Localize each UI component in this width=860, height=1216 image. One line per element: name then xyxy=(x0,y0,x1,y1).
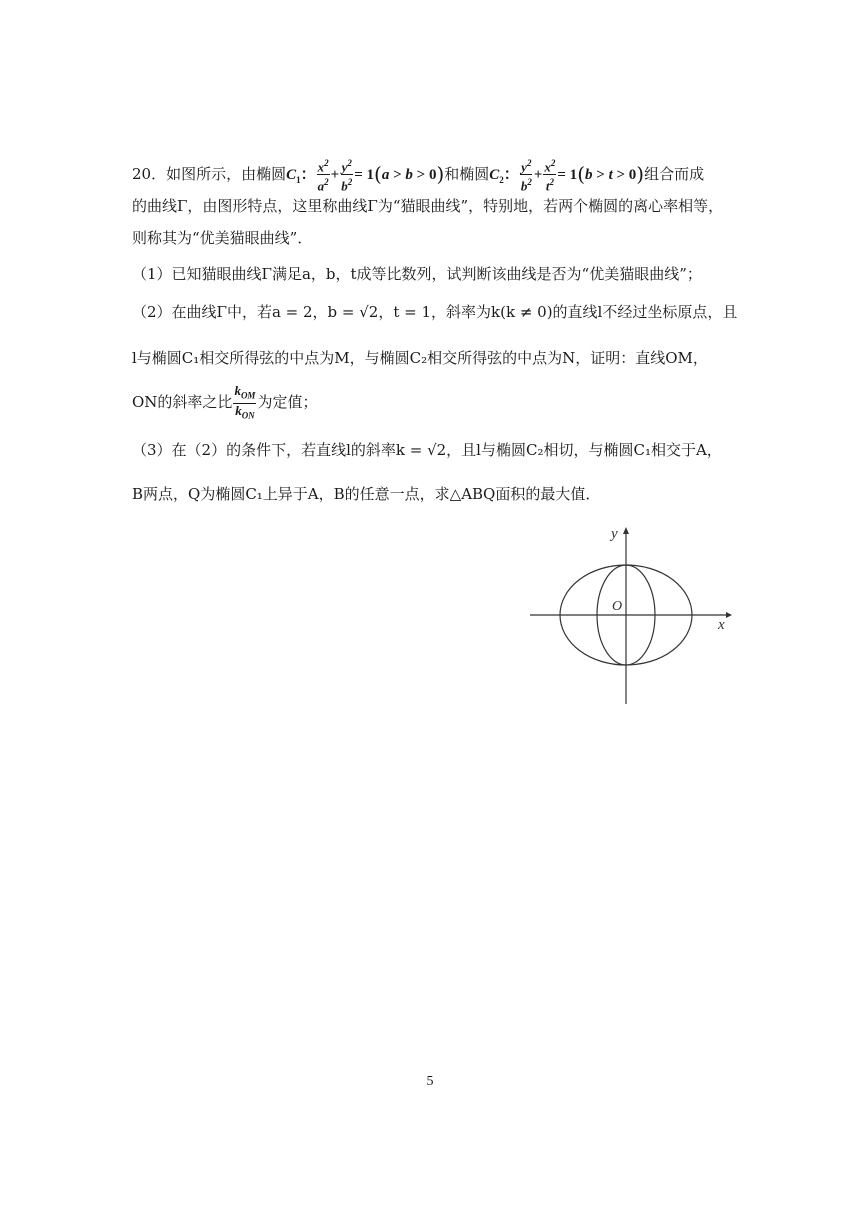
page-number: 5 xyxy=(426,1074,434,1089)
problem-part2-line1: （2）在曲线Γ中，若a = 2，b = √2，t = 1，斜率为k(k ≠ 0)的直线l不经过坐标原点，且 xyxy=(132,303,738,321)
problem-number: 20． xyxy=(132,164,167,183)
problem-part2-line2: l与椭圆C₁相交所得弦的中点为M，与椭圆C₂相交所得弦的中点为N，证明：直线OM， xyxy=(132,349,708,367)
problem-part3-line2: B两点，Q为椭圆C₁上异于A，B的任意一点，求△ABQ面积的最大值． xyxy=(132,485,601,503)
problem-part2-line3: ON的斜率之比 $\frac{k_{OM}}{k_{ON}}$ 为定值； xyxy=(132,383,318,421)
problem-part3-line1: （3）在（2）的条件下，若直线l的斜率k = √2，且l与椭圆C₂相切，与椭圆C₁相交于A， xyxy=(132,441,722,459)
x-axis-arrow xyxy=(726,612,732,618)
y-axis-arrow xyxy=(623,527,629,534)
slope-ratio-fraction: $\frac{k_{OM}}{k_{ON}}$ xyxy=(234,383,256,421)
origin-label: O xyxy=(612,599,623,614)
x-axis-label: x xyxy=(718,617,725,633)
problem-intro-line3: 则称其为“优美猫眼曲线”． xyxy=(132,229,313,247)
problem-intro-line2: 的曲线Γ，由图形特点，这里称曲线Γ为“猫眼曲线”，特别地，若两个椭圆的离心率相等， xyxy=(132,197,724,215)
problem-part1: （1）已知猫眼曲线Γ满足a，b，t成等比数列，试判断该曲线是否为“优美猫眼曲线”； xyxy=(132,265,702,283)
problem-intro-line1: 20．如图所示，由椭圆$C_1$： $\frac{x^2}{a^2}$ + $\frac{y^2}{b^2}$ = 1(a > b > 0)和椭圆$C_2$： $\frac{y^2}{b^2}$ + $\frac{x^2}{t^2}$ = 1(b > t > 0)组合而成 xyxy=(132,158,705,194)
cat-eye-curve-figure xyxy=(520,524,736,708)
y-axis-label: y xyxy=(611,526,618,542)
